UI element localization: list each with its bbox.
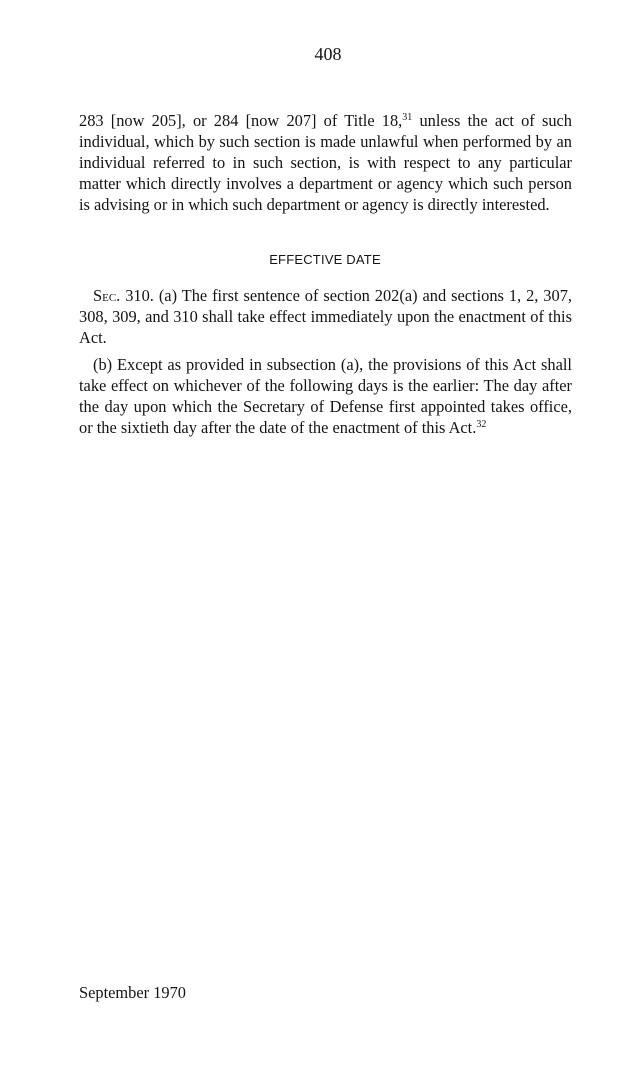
paragraph-section-310b — [79, 354, 572, 438]
paragraph-statute-continuation — [79, 110, 572, 215]
paragraph-text: 310. (a) The first sentence of section 202(a) and sections 1, 2, 307, 308, 309, and 310 shall take effect immediately upon the enactment of this Act. — [79, 286, 572, 347]
page-number: 408 — [314, 44, 342, 64]
footnote-reference: 32 — [476, 419, 487, 430]
footer-date: September 1970 — [79, 983, 186, 1002]
paragraph-text: (b) Except as provided in subsection (a), the provisions of this Act shall take effect on whichever of the following days is the earlier: The day after the day upon which the Secretary of Defense first appointed takes office, or the sixtieth day after the date of the enactment of this Act. — [79, 355, 572, 437]
section-heading: EFFECTIVE DATE — [269, 252, 381, 267]
paragraph-text: 283 [now 205], or 284 [now 207] of Title 18, — [79, 111, 403, 130]
paragraph-text-continued: unless the act of such individual, which by such section is made unlawful when performed by an individual referred to in such section, is with respect to any particular matter which directly involves a department or agency which such person is advising or in which such department or agency is directly interested. — [79, 111, 572, 214]
footnote-reference: 31 — [402, 112, 413, 123]
section-label: Sec. — [93, 286, 121, 305]
paragraph-section-310a — [79, 285, 572, 348]
